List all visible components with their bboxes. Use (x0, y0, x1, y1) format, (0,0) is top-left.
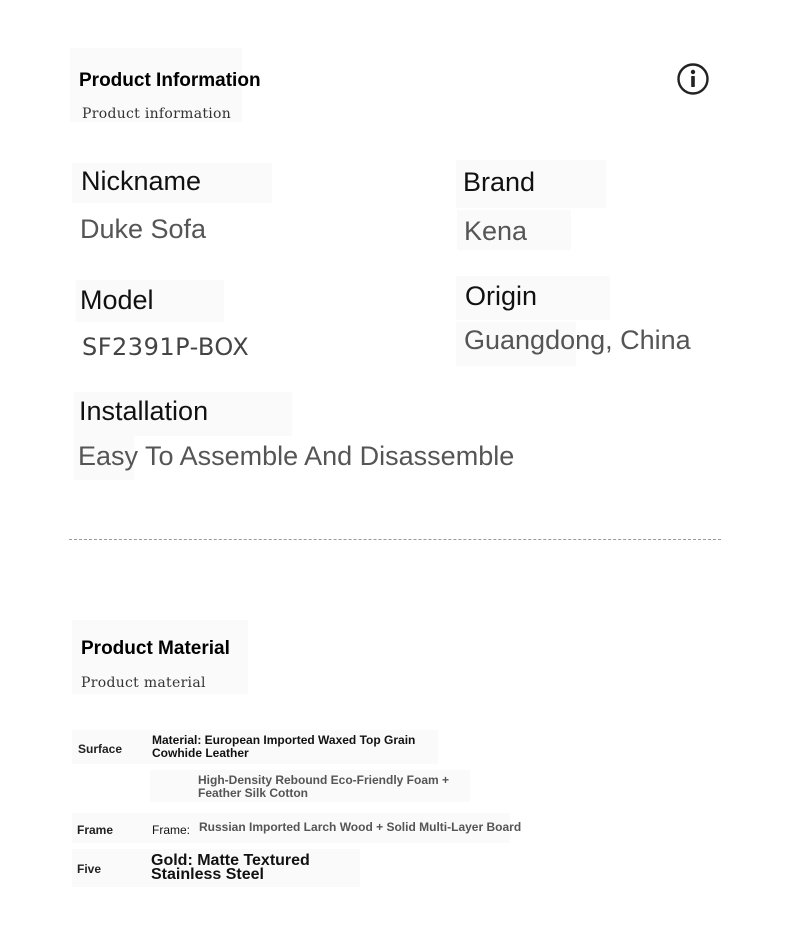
product-information-subtitle: Product information (82, 106, 232, 122)
model-label: Model (80, 285, 154, 315)
product-information-title: Product Information (79, 70, 261, 91)
frame-value: Russian Imported Larch Wood + Solid Multi-Layer Board (199, 820, 522, 834)
frame-prefix: Frame: (152, 823, 191, 837)
nickname-label: Nickname (81, 166, 202, 196)
brand-label: Brand (463, 167, 536, 197)
surface-material-value: Material: European Imported Waxed Top Grain Cowhide Leather (152, 733, 416, 760)
surface-label: Surface (78, 742, 123, 756)
model-value: SF2391P-BOX (82, 333, 250, 361)
info-circle-icon[interactable] (677, 63, 709, 95)
product-material-title: Product Material (81, 638, 230, 659)
product-material-subtitle: Product material (81, 675, 206, 691)
origin-value: Guangdong, China (464, 325, 691, 355)
installation-label: Installation (79, 396, 209, 426)
five-value: Gold: Matte Textured Stainless Steel (151, 852, 310, 883)
nickname-value: Duke Sofa (80, 214, 207, 244)
surface-filling-value: High-Density Rebound Eco-Friendly Foam + Feather Silk Cotton (198, 773, 450, 800)
origin-label: Origin (465, 281, 538, 311)
frame-label: Frame (77, 823, 114, 837)
section-divider (69, 539, 721, 540)
five-label: Five (77, 862, 102, 876)
brand-value: Kena (464, 216, 528, 246)
installation-value: Easy To Assemble And Disassemble (78, 441, 515, 471)
